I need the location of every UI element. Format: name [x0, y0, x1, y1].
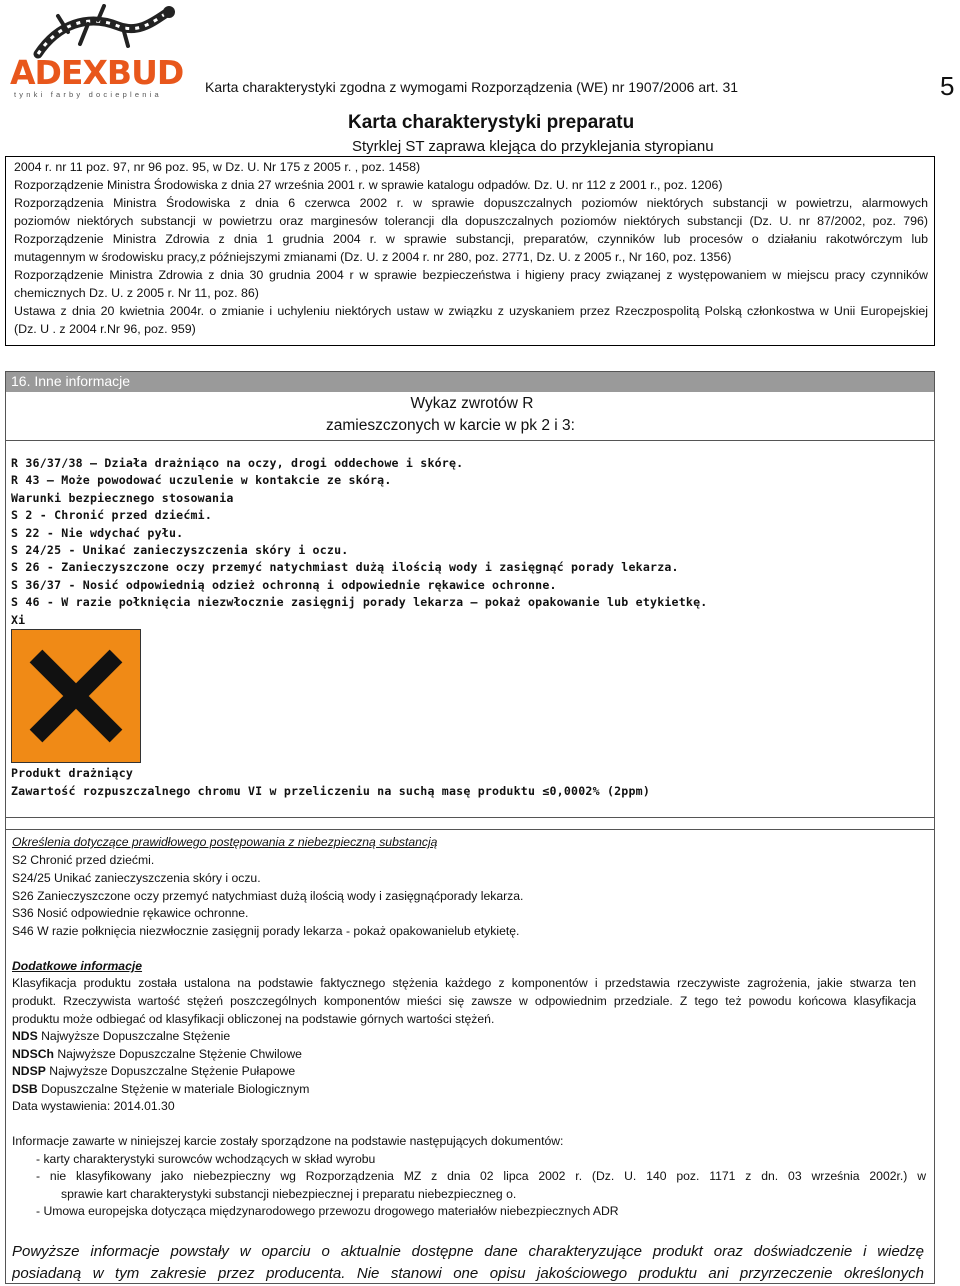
- abbreviation-text: Najwyższe Dopuszczalne Stężenie Chwilowe: [53, 1047, 302, 1061]
- phrase-line: S 36/37 - Nosić odpowiednią odzież ochronną i odpowiednie rękawice ochronne.: [11, 578, 557, 592]
- section-16: [5, 371, 935, 830]
- r-phrases-subheading: zamieszczonych w karcie w pk 2 i 3:: [326, 417, 575, 434]
- source-item: - nie klasyfikowany jako niebezpieczny wg Rozporządzenia MZ z dnia 02 lipca 2002 r. (Dz. U. 140 poz. 1171 z dn. 03 września 2002r.) w: [36, 1169, 926, 1183]
- document-subtitle: Styrklej ST zaprawa klejąca do przyklejania styropianu: [352, 138, 714, 155]
- legal-line: mutagennym w środowisku pracy,z późniejszymi zmianami (Dz. U. z 2004 r. nr 280, poz. 2771, Dz. U. z 2005 r., Nr 160, poz. 1356): [14, 250, 732, 264]
- sources-intro: Informacje zawarte w niniejszej karcie zostały sporządzone na podstawie następujących dokumentów:: [12, 1134, 564, 1148]
- phrase-line: Warunki bezpiecznego stosowania: [11, 491, 234, 505]
- legal-line: poziomów niektórych substancji w powietrzu oraz marginesów tolerancji dla dopuszczalnych poziomów niektórych substancji (Dz. U. nr 87/2002, poz. 796): [14, 214, 928, 228]
- chromium-note: Zawartość rozpuszczalnego chromu VI w przeliczeniu na suchą masę produktu ≤0,0002% (2ppm): [11, 784, 651, 798]
- source-item-continued: sprawie kart charakterystyki substancji niebezpiecznej i preparatu niebezpieczneg o.: [61, 1187, 517, 1201]
- abbreviation: NDS: [12, 1029, 38, 1043]
- hazard-code: Xi: [11, 613, 26, 627]
- logo-wordmark: ADEXBUD: [10, 53, 184, 92]
- determinations-heading: Określenia dotyczące prawidłowego postępowania z niebezpieczną substancją: [12, 835, 438, 849]
- legal-line: Rozporządzenie Ministra Zdrowia z dnia 1 grudnia 2004 r. w sprawie substancji, preparatów, czynników lub procesów o działaniu rakotwórczym lub: [14, 232, 928, 246]
- cross-icon: [12, 630, 140, 762]
- disclaimer-line: Powyższe informacje powstały w oparciu o aktualnie dostępne dane charakteryzujące produkt oraz doświadczenie i wiedzę: [12, 1243, 924, 1260]
- determination-item: S26 Zanieczyszczone oczy przemyć natychmiast dużą ilością wody i zasięgnąćporady lekarza.: [12, 889, 524, 903]
- determination-item: S2 Chronić przed dziećmi.: [12, 853, 155, 867]
- legal-line: chemicznych Dz. U. z 2005 r. Nr 11, poz. 86): [14, 286, 259, 300]
- additional-line: produktu może odbiegać od klasyfikacji obliczonej na podstawie górnych wartości stężeń.: [12, 1012, 495, 1026]
- phrase-line: R 36/37/38 – Działa drażniąco na oczy, drogi oddechowe i skórę.: [11, 456, 464, 470]
- section-header-bar: [6, 372, 934, 392]
- abbreviation-text: Najwyższe Dopuszczalne Stężenie Pułapowe: [45, 1064, 296, 1078]
- divider: [6, 440, 934, 441]
- legal-line: Rozporządzenie Ministra Zdrowia z dnia 30 grudnia 2004 r w sprawie bezpieczeństwa i higieny pracy związanej z występowaniem w miejscu pracy czynników: [14, 268, 928, 282]
- additional-line: Klasyfikacja produktu została ustalona na podstawie faktycznego stężenia każdego z komponentów i przedstawia rzeczywiste zagrożenia, jakie stwarza ten: [12, 976, 916, 990]
- hazard-label: Produkt drażniący: [11, 766, 134, 780]
- phrase-line: S 2 - Chronić przed dziećmi.: [11, 508, 213, 522]
- phrase-line: S 22 - Nie wdychać pyłu.: [11, 526, 184, 540]
- additional-heading: Dodatkowe informacje: [12, 959, 143, 973]
- legal-references-box: [5, 156, 935, 346]
- company-logo: [8, 4, 188, 99]
- determination-item: S36 Nosić odpowiednie rękawice ochronne.: [12, 906, 249, 920]
- document-reference: Karta charakterystyki zgodna z wymogami Rozporządzenia (WE) nr 1907/2006 art. 31: [205, 79, 739, 95]
- abbreviation-item: [12, 1047, 302, 1061]
- source-item: - Umowa europejska dotycząca międzynarodowego przewozu drogowego materiałów niebezpiecznych ADR: [36, 1204, 619, 1218]
- legal-line: Rozporządzenie Ministra Środowiska z dnia 27 września 2001 r. w sprawie katalogu odpadów. Dz. U. nr 112 z 2001 r., poz. 1206): [14, 178, 723, 192]
- determination-item: S46 W razie połknięcia niezwłocznie zasięgnij porady lekarza - pokaż opakowanielub etykietę.: [12, 924, 520, 938]
- legal-line: 2004 r. nr 11 poz. 97, nr 96 poz. 95, w Dz. U. Nr 175 z 2005 r. , poz. 1458): [14, 160, 421, 174]
- abbreviation-item: [12, 1082, 309, 1096]
- irritant-hazard-symbol: [11, 629, 141, 763]
- abbreviation-item: [12, 1064, 295, 1078]
- page-number: 5: [940, 71, 955, 101]
- document-title: Karta charakterystyki preparatu: [348, 112, 635, 133]
- legal-line: (Dz. U . z 2004 r.Nr 96, poz. 959): [14, 322, 196, 336]
- abbreviation-item: [12, 1029, 230, 1043]
- abbreviation: NDSCh: [12, 1047, 54, 1061]
- legal-line: Rozporządzenia Ministra Środowiska z dnia 6 czerwca 2002 r. w sprawie dopuszczalnych poziomów niektórych substancji w powietrzu, alarmowych: [14, 196, 928, 210]
- section-title: 16. Inne informacje: [11, 373, 131, 389]
- phrase-line: S 26 - Zanieczyszczone oczy przemyć natychmiast dużą ilością wody i zasięgnąć porady lekarza.: [11, 560, 679, 574]
- r-phrases-heading: Wykaz zwrotów R: [410, 395, 534, 412]
- phrase-line: S 24/25 - Unikać zanieczyszczenia skóry i oczu.: [11, 543, 349, 557]
- abbreviation-text: Najwyższe Dopuszczalne Stężenie: [37, 1029, 231, 1043]
- issue-date: Data wystawienia: 2014.01.30: [12, 1099, 175, 1113]
- additional-line: produkt. Rzeczywista wartość stężeń poszczególnych komponentów mieści się zawsze w odpowiednim przedziale. Z tego też powodu końcowa klasyfikacja: [12, 994, 916, 1008]
- abbreviation: NDSP: [12, 1064, 46, 1078]
- logo-tagline: tynki farby docieplenia: [14, 90, 162, 99]
- abbreviation-text: Dopuszczalne Stężenie w materiale Biologicznym: [37, 1082, 310, 1096]
- phrase-line: R 43 – Może powodować uczulenie w kontakcie ze skórą.: [11, 473, 392, 487]
- additional-info-box: [5, 817, 935, 1284]
- source-item: - karty charakterystyki surowców wchodzących w skład wyrobu: [36, 1152, 376, 1166]
- abbreviation: DSB: [12, 1082, 38, 1096]
- legal-line: Ustawa z dnia 20 kwietnia 2004r. o zmianie i uchyleniu niektórych ustaw w związku z uzyskaniem przez Rzeczpospolitą Polską członkostwa w Unii Europejskiej: [14, 304, 928, 318]
- phrase-line: S 46 - W razie połknięcia niezwłocznie zasięgnij porady lekarza – pokaż opakowanie lub etykietkę.: [11, 595, 708, 609]
- determination-item: S24/25 Unikać zanieczyszczenia skóry i oczu.: [12, 871, 261, 885]
- disclaimer-line: posiadaną w tym zakresie przez producenta. Nie stanowi one opisu jakościowego produktu ani przyrzeczenie określonych: [12, 1265, 924, 1282]
